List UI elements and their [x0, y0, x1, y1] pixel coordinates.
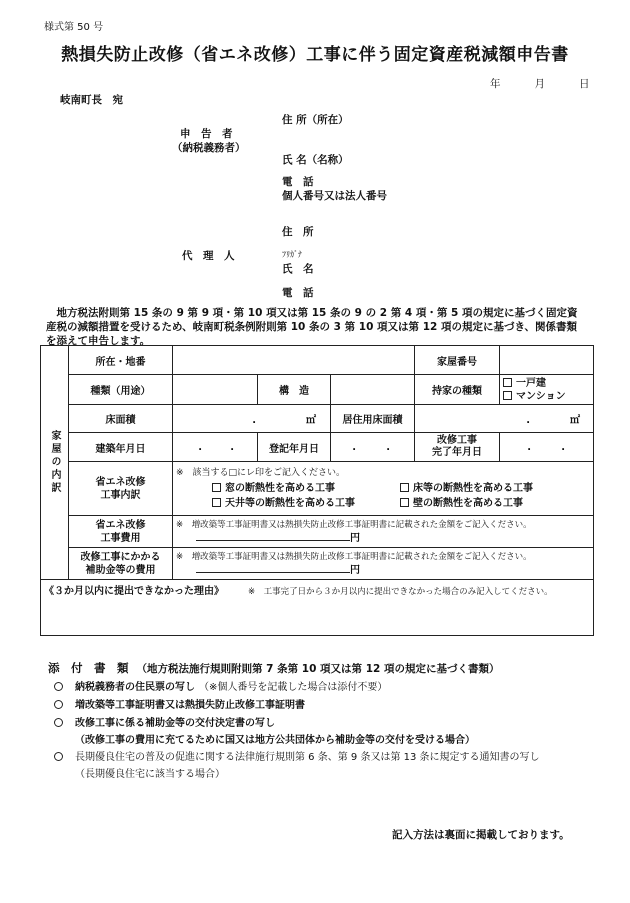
house-number-label: 家屋番号: [415, 346, 500, 375]
eco-note: ※ 該当する□にレ印をご記入ください。: [176, 468, 346, 478]
work-floor-option[interactable]: [400, 483, 533, 494]
work-wall-label: 壁の断熱性を高める工事: [413, 498, 523, 509]
agent-label: 代 理 人: [182, 250, 235, 262]
circle-bullet-icon: [54, 752, 63, 761]
page-title: 熱損失防止改修（省エネ改修）工事に伴う固定資産税減額申告書: [61, 45, 569, 65]
subsidy-note: ※ 増改築等工事証明書又は熱損失防止改修工事証明書に記載された金額をご記入ください。: [176, 551, 532, 562]
agent-address-label[interactable]: 住 所: [282, 226, 314, 238]
floor-area-field[interactable]: [173, 405, 331, 433]
applicant-phone-label[interactable]: 電 話: [282, 176, 314, 188]
built-date-field[interactable]: [173, 433, 258, 462]
declaration-paragraph: 地方税法附則第 15 条の 9 第 9 項・第 10 項又は第 15 条の 9 の 2 第 4 項・第 5 項の規定に基づく固定資産税の減額措置を受けるため、岐南町税条例附則第 10 条の 3 第 10 項又は第 12 項の規定に基づき、関係書類を添えて申告します。: [46, 307, 578, 347]
attachment-item-3-sub: （改修工事の費用に充てるために国又は地方公共団体から補助金等の交付を受ける場合）: [75, 735, 475, 746]
attachment-item-1-note: （※個人番号を記載した場合は添付不要）: [199, 682, 388, 693]
work-window-label: 窓の断熱性を高める工事: [225, 483, 335, 494]
renovation-date-dot-2: .: [561, 441, 566, 453]
renovation-date-label: [415, 433, 500, 462]
mansion-label: マンション: [516, 390, 566, 402]
circle-bullet-icon: [54, 700, 63, 709]
checkbox-icon[interactable]: [503, 378, 512, 387]
eco-cost-label: [69, 516, 173, 548]
built-date-dot-1: .: [198, 441, 202, 453]
agent-phone-label[interactable]: 電 話: [282, 287, 314, 299]
registered-date-field[interactable]: [331, 433, 415, 462]
addressee: 岐南町長 宛: [60, 94, 123, 106]
subsidy-label-line1: 改修工事にかかる: [80, 551, 161, 563]
date-year: 年: [490, 78, 501, 90]
eco-cost-note: ※ 増改築等工事証明書又は熱損失防止改修工事証明書に記載された金額をご記入ください。: [176, 519, 532, 530]
footer-note: 記入方法は裏面に掲載しております。: [392, 829, 570, 841]
built-date-label: 建築年月日: [69, 433, 173, 462]
ownership-type-label: 持家の種類: [415, 375, 500, 405]
work-ceiling-label: 天井等の断熱性を高める工事: [225, 498, 355, 509]
type-label: 種類（用途）: [69, 375, 173, 405]
checkbox-icon[interactable]: [400, 483, 409, 492]
date-day: 日: [579, 78, 590, 90]
attachments-title-line: [48, 660, 499, 676]
eco-cost-label-line2: 工事費用: [100, 532, 141, 544]
work-window-option[interactable]: [212, 481, 400, 496]
attachment-item-2: [54, 696, 305, 711]
registered-date-label: 登記年月日: [258, 433, 331, 462]
applicant-name-label[interactable]: 氏 名（名称）: [282, 154, 349, 166]
attachment-item-1: [54, 678, 387, 693]
checkbox-icon[interactable]: [400, 498, 409, 507]
applicant-label: 申 告 者: [180, 128, 233, 140]
attachment-item-2-text: 増改築等工事証明書又は熱損失防止改修工事証明書: [75, 700, 305, 711]
attachment-item-4-sub: （長期優良住宅に該当する場合）: [75, 769, 225, 780]
late-reason-note: ※ 工事完了日から３か月以内に提出できなかった場合のみ記入してください。: [248, 587, 553, 597]
residential-area-field[interactable]: [415, 405, 594, 433]
form-number: 様式第 50 号: [44, 22, 104, 33]
eco-cost-label-line1: 省エネ改修: [95, 519, 146, 531]
attachment-item-4-text: 長期優良住宅の普及の促進に関する法律施行規則第 6 条、第 9 条又は第 13 条に規定する通知書の写し: [75, 752, 540, 763]
eco-content-label-line1: 省エネ改修: [95, 476, 146, 488]
eco-cost-yen: 円: [350, 532, 360, 544]
attachment-item-4: [54, 748, 540, 763]
floor-area-dot: .: [252, 415, 256, 426]
residential-area-unit: ㎡: [570, 415, 581, 426]
location-label: 所在・地番: [69, 346, 173, 375]
house-number-field[interactable]: [500, 346, 594, 375]
late-reason-label: 《３か月以内に提出できなかった理由》: [44, 586, 224, 597]
circle-bullet-icon: [54, 682, 63, 691]
date-month: 月: [534, 78, 545, 90]
eco-cost-field[interactable]: [173, 516, 594, 548]
detached-label: 一戸建: [516, 377, 547, 389]
subsidy-label-line2: 補助金等の費用: [85, 564, 156, 576]
late-reason-field[interactable]: [41, 580, 594, 636]
eco-content-field: [173, 462, 594, 516]
eco-content-label-line2: 工事内訳: [100, 489, 141, 501]
mansion-option[interactable]: [503, 390, 590, 403]
attachments-title-note: （地方税法施行規則附則第 7 条第 10 項又は第 12 項の規定に基づく書類）: [136, 663, 500, 675]
renovation-date-dot-1: .: [527, 441, 532, 453]
circle-bullet-icon: [54, 718, 63, 727]
renovation-date-label-line1: 改修工事: [437, 435, 478, 446]
subsidy-label: [69, 548, 173, 580]
detached-option[interactable]: [503, 377, 590, 390]
structure-label: 構 造: [258, 375, 331, 405]
attachment-item-1-text: 納税義務者の住民票の写し: [75, 682, 195, 693]
type-field[interactable]: [173, 375, 258, 405]
applicant-sublabel: （納税義務者）: [172, 142, 246, 154]
registered-date-dot-1: .: [352, 441, 356, 453]
floor-area-label: 床面積: [69, 405, 173, 433]
residential-area-dot: .: [526, 415, 531, 426]
subsidy-yen: 円: [350, 564, 360, 576]
attachments-title: 添 付 書 類: [48, 661, 129, 675]
checkbox-icon[interactable]: [212, 498, 221, 507]
checkbox-icon[interactable]: [503, 391, 512, 400]
floor-area-unit: ㎡: [306, 415, 316, 426]
residential-area-label: 居住用床面積: [331, 405, 415, 433]
house-details-table: [40, 345, 594, 636]
eco-content-label: [69, 462, 173, 516]
attachment-item-3: [54, 714, 275, 729]
applicant-id-number-label[interactable]: 個人番号又は法人番号: [282, 190, 387, 202]
house-details-side-label: 家屋の内訳: [41, 346, 69, 580]
location-field[interactable]: [173, 346, 415, 375]
renovation-date-field[interactable]: [500, 433, 594, 462]
checkbox-icon[interactable]: [212, 483, 221, 492]
registered-date-dot-2: .: [386, 441, 390, 453]
attachment-item-3-text: 改修工事に係る補助金等の交付決定書の写し: [75, 718, 275, 729]
renovation-date-label-line2: 完了年月日: [432, 447, 483, 458]
work-wall-option[interactable]: [400, 498, 523, 509]
built-date-dot-2: .: [230, 441, 234, 453]
agent-name-label[interactable]: 氏 名: [282, 263, 314, 275]
work-floor-label: 床等の断熱性を高める工事: [413, 483, 533, 494]
agent-furigana-label[interactable]: ﾌﾘｶﾞﾅ: [282, 250, 302, 259]
work-ceiling-option[interactable]: [212, 496, 400, 511]
applicant-address-label[interactable]: 住 所（所在）: [282, 114, 349, 126]
structure-field[interactable]: [331, 375, 415, 405]
subsidy-field[interactable]: [173, 548, 594, 580]
date-line: [490, 76, 590, 91]
